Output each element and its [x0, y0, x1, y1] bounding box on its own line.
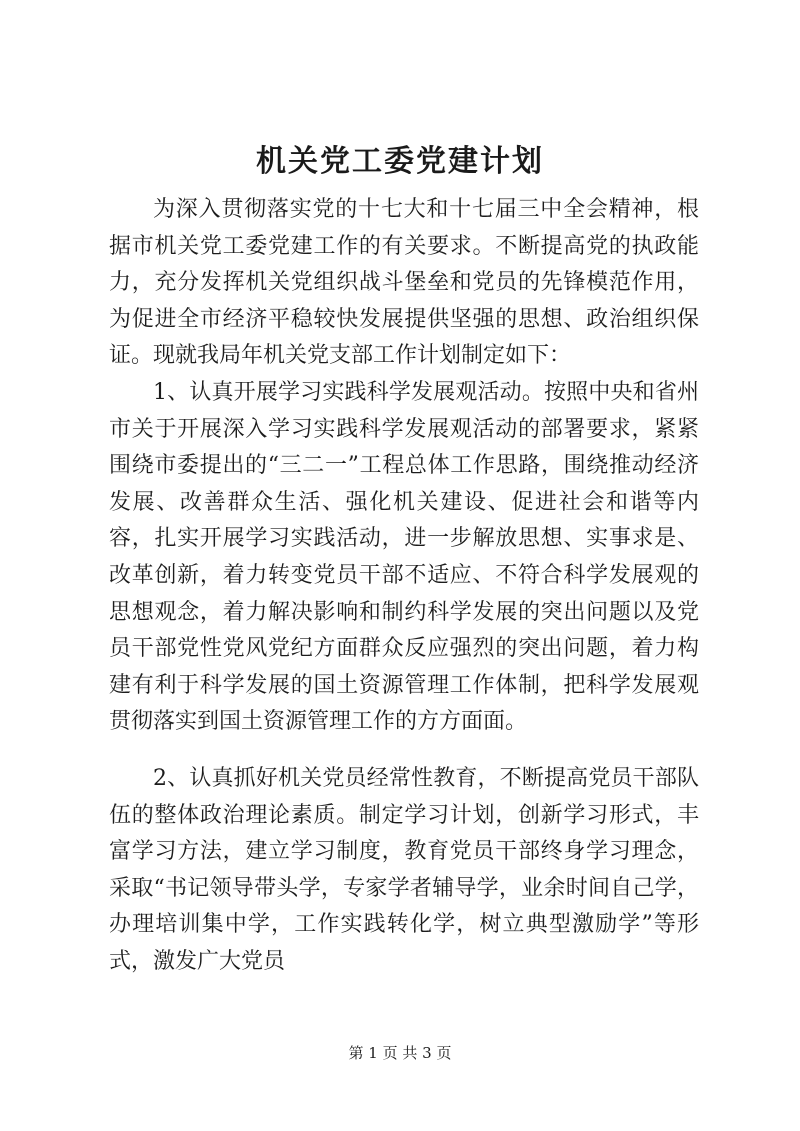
- document-body: [109, 192, 699, 980]
- document-title: 机关党工委党建计划: [256, 144, 544, 179]
- page-footer: 第 1 页 共 3 页: [348, 1044, 452, 1062]
- paragraph-intro: 为深入贯彻落实党的十七大和十七届三中全会精神，根据市机关党工委党建工作的有关要求。不断提高党的执政能力，充分发挥机关党组织战斗堡垒和党员的先锋模范作用，为促进全市经济平稳较快发展提供坚强的思想、政治组织保证。现就我局年机关党支部工作计划制定如下：: [109, 197, 699, 369]
- paragraph-item-2: 2、认真抓好机关党员经常性教育，不断提高党员干部队伍的整体政治理论素质。制定学习计划，创新学习形式，丰富学习方法，建立学习制度，教育党员干部终身学习理念，采取“书记领导带头学，专家学者辅导学，业余时间自己学，办理培训集中学，工作实践转化学，树立典型激励学”等形式，激发广大党员: [109, 765, 699, 974]
- paragraph-item-1: 1、认真开展学习实践科学发展观活动。按照中央和省州市关于开展深入学习实践科学发展观活动的部署要求，紧紧围绕市委提出的“三二一”工程总体工作思路，围绕推动经济发展、改善群众生活、强化机关建设、促进社会和谐等内容，扎实开展学习实践活动，进一步解放思想、实事求是、改革创新，着力转变党员干部不适应、不符合科学发展观的思想观念，着力解决影响和制约科学发展的突出问题以及党员干部党性党风党纪方面群众反应强烈的突出问题，着力构建有利于科学发展的国土资源管理工作体制，把科学发展观贯彻落实到国土资源管理工作的方方面面。: [109, 379, 699, 735]
